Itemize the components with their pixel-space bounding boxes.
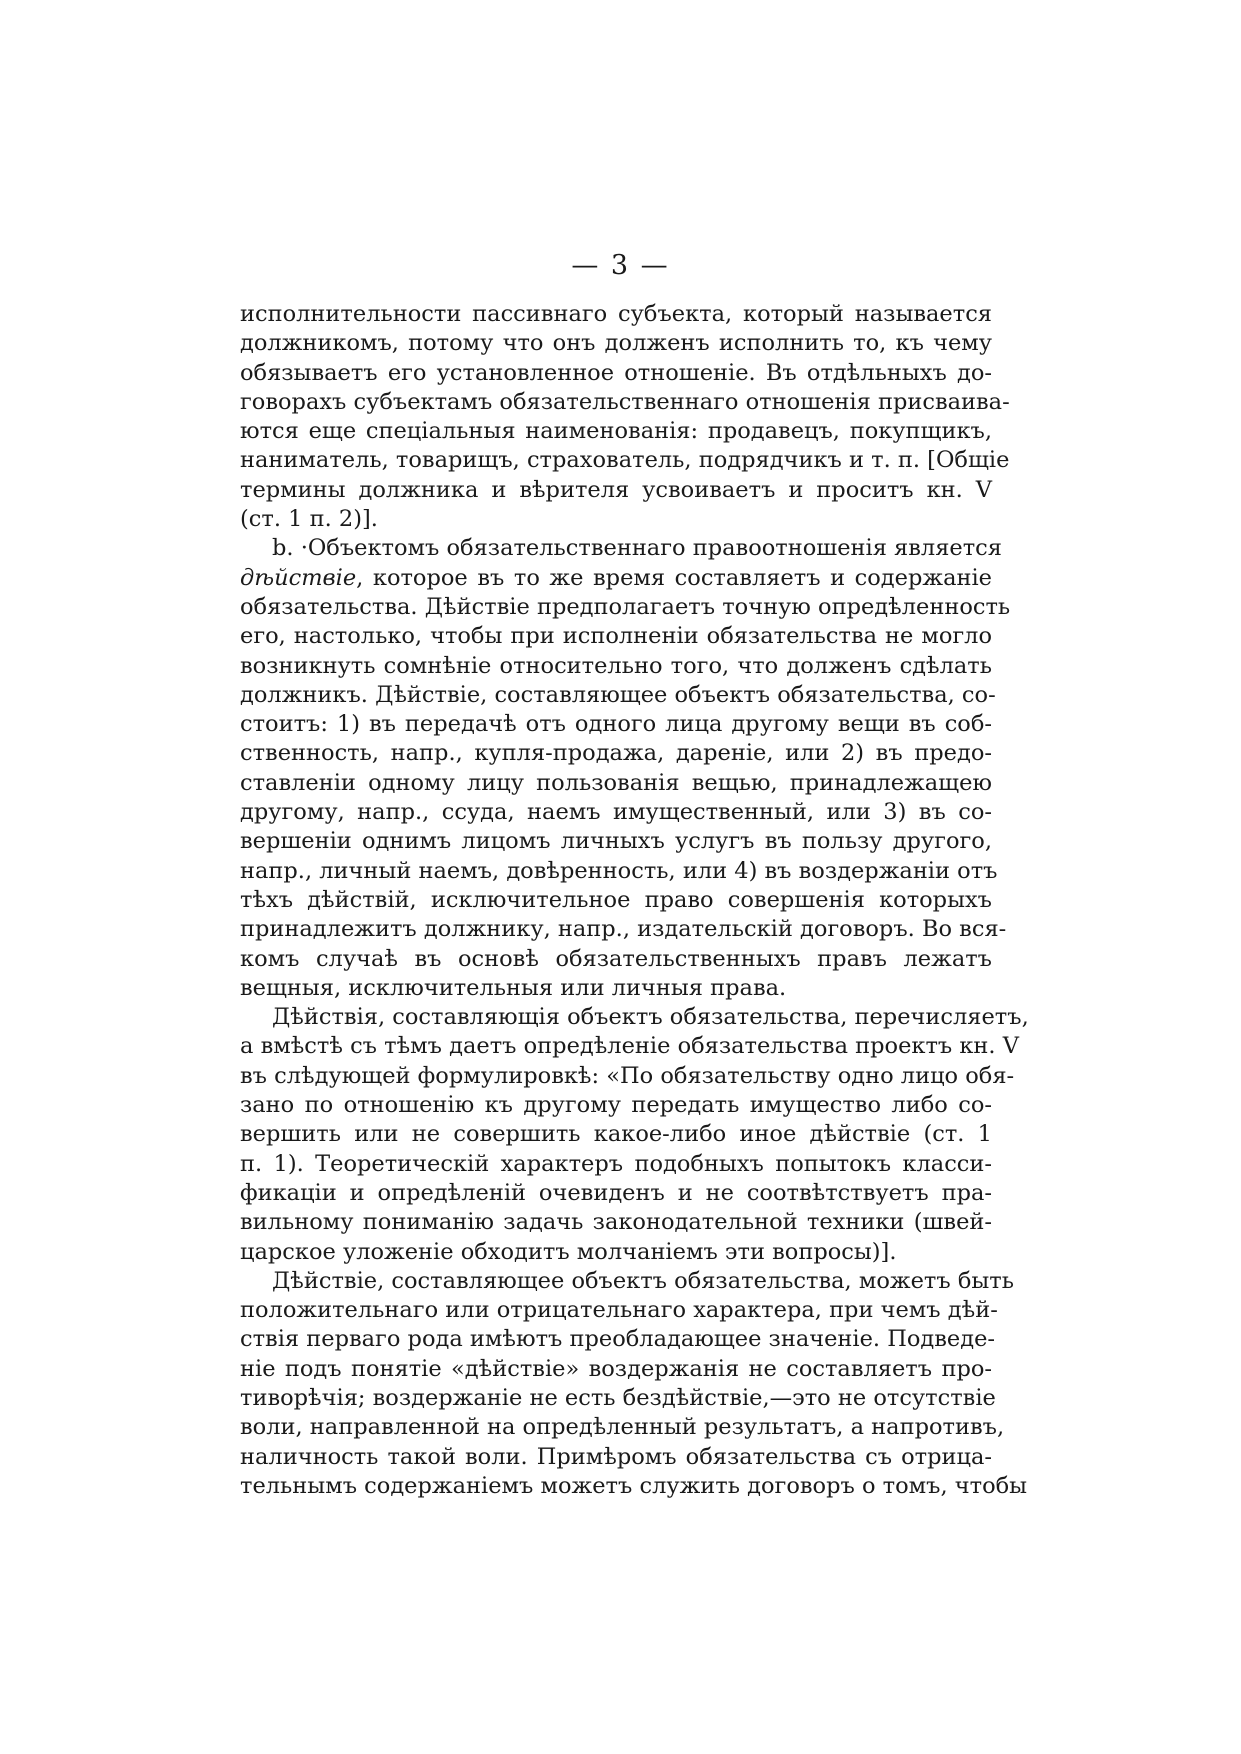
text-line: другому, напр., ссуда, наемъ имущественный, или 3) въ со- bbox=[240, 799, 992, 826]
text-line: вершить или не совершить какое-либо иное дѣйствіе (ст. 1 bbox=[240, 1121, 992, 1148]
text-line: его, настолько, чтобы при исполненіи обязательства не могло bbox=[240, 623, 992, 650]
text-line: тиворѣчія; воздержаніе не есть бездѣйствіе,—это не отсутствіе bbox=[240, 1384, 996, 1411]
text-line: принадлежитъ должнику, напр., издательскій договоръ. Во вся- bbox=[240, 916, 1007, 943]
text-line: царское уложеніе обходитъ молчаніемъ эти вопросы)]. bbox=[240, 1238, 897, 1265]
paragraph-start-line: Дѣйствія, составляющія объектъ обязательства, перечисляетъ, bbox=[272, 1004, 1029, 1031]
text-line: вещныя, исключительныя или личныя права. bbox=[240, 974, 787, 1001]
text-line: обязательства. Дѣйствіе предполагаетъ точную опредѣленность bbox=[240, 593, 1011, 620]
text-line: стоитъ: 1) въ передачѣ отъ одного лица другому вещи въ соб- bbox=[240, 711, 992, 738]
text-line: вершеніи однимъ лицомъ личныхъ услугъ въ пользу другого, bbox=[240, 828, 992, 855]
text-line: фикаціи и опредѣленій очевиденъ и не соотвѣтствуетъ пра- bbox=[240, 1179, 992, 1206]
text-line: въ слѣдующей формулировкѣ: «По обязательству одно лицо обя- bbox=[240, 1062, 1015, 1089]
text-line: а вмѣстѣ съ тѣмъ даетъ опредѣленіе обязательства проектъ кн. V bbox=[240, 1033, 1019, 1060]
text-line: положительнаго или отрицательнаго характера, при чемъ дѣй- bbox=[240, 1297, 998, 1324]
text-line: вильному пониманію задачь законодательной техники (швей- bbox=[240, 1209, 992, 1236]
paragraph-start-line: Дѣйствіе, составляющее объектъ обязательства, можетъ быть bbox=[272, 1267, 1014, 1294]
emphasized-term: дѣйствіе bbox=[240, 564, 357, 591]
text-line: наниматель, товарищъ, страхователь, подрядчикъ и т. п. [Общіе bbox=[240, 447, 1010, 474]
text-line: наличность такой воли. Примѣромъ обязательства съ отрица- bbox=[240, 1443, 992, 1470]
text-line: ственность, напр., купля-продажа, дареніе, или 2) въ предо- bbox=[240, 740, 992, 767]
text-line: воли, направленной на опредѣленный результатъ, а напротивъ, bbox=[240, 1414, 1005, 1441]
text-line: ставленіи одному лицу пользованія вещью, принадлежащею bbox=[240, 769, 992, 796]
text-line: зано по отношенію къ другому передать имущество либо со- bbox=[240, 1092, 992, 1119]
text-line: п. 1). Теоретическій характеръ подобныхъ попытокъ класси- bbox=[240, 1150, 992, 1177]
paragraph-start-line: b. ·Объектомъ обязательственнаго правоотношенія является bbox=[272, 535, 1002, 562]
text-line: возникнуть сомнѣніе относительно того, что долженъ сдѣлать bbox=[240, 652, 992, 679]
text-line: ются еще спеціальныя наименованія: продавецъ, покупщикъ, bbox=[240, 418, 992, 445]
page-number: — 3 — bbox=[571, 250, 670, 281]
body-text bbox=[240, 300, 1029, 1501]
text-line: говорахъ субъектамъ обязательственнаго отношенія присваива- bbox=[240, 388, 1010, 415]
text-line: ніе подъ понятіе «дѣйствіе» воздержанія не составляетъ про- bbox=[240, 1355, 992, 1382]
text-line: исполнительности пассивнаго субъекта, который называется bbox=[240, 301, 992, 327]
text-line: тѣхъ дѣйствій, исключительное право совершенія которыхъ bbox=[240, 886, 992, 913]
text-line: ствія перваго рода имѣютъ преобладающее значеніе. Подведе- bbox=[240, 1326, 996, 1353]
text-line: (ст. 1 п. 2)]. bbox=[240, 506, 378, 533]
text-line: обязываетъ его установленное отношеніе. Въ отдѣльныхъ до- bbox=[240, 359, 992, 386]
text-line: должникъ. Дѣйствіе, составляющее объектъ обязательства, со- bbox=[240, 681, 996, 708]
text-line: должникомъ, потому что онъ долженъ исполнить то, къ чему bbox=[240, 330, 992, 357]
text-line-italic-start: дѣйствіе, которое въ то же время составляетъ и содержаніе bbox=[240, 564, 992, 591]
text-line: термины должника и вѣрителя усвоиваетъ и проситъ кн. V bbox=[240, 476, 992, 503]
text-line: комъ случаѣ въ основѣ обязательственныхъ правъ лежатъ bbox=[240, 945, 992, 972]
text-line: тельнымъ содержаніемъ можетъ служить договоръ о томъ, чтобы bbox=[240, 1472, 1028, 1499]
text-line: напр., личный наемъ, довѣренность, или 4) въ воздержаніи отъ bbox=[240, 857, 998, 884]
